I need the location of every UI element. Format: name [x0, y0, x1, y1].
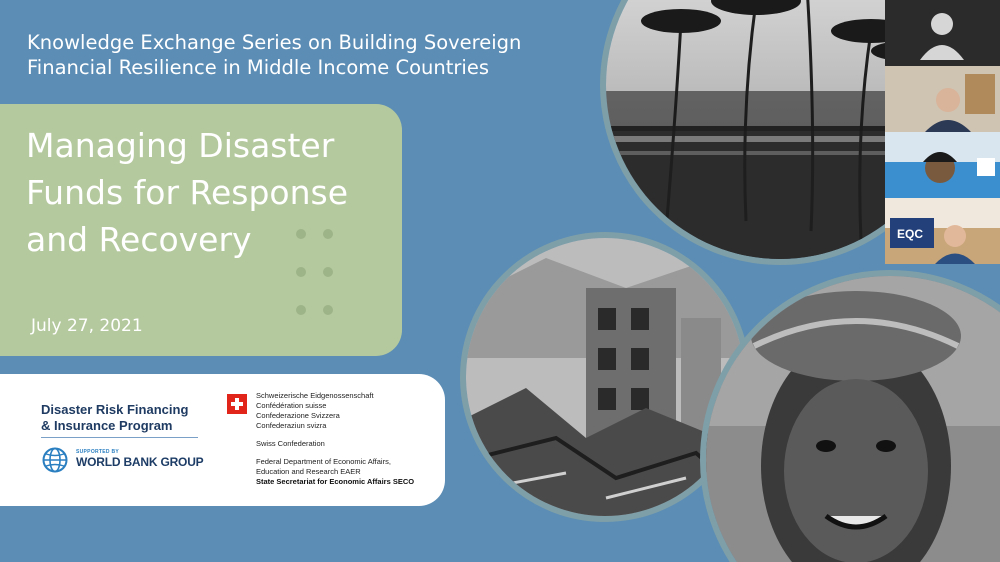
participant-video-tile-3[interactable] — [885, 198, 1000, 264]
person-video-icon — [885, 66, 1000, 132]
swiss-line-1: Schweizerische Eidgenossenschaft — [256, 391, 374, 400]
person-video-icon — [885, 132, 1000, 198]
seco-label: State Secretariat for Economic Affairs SECO — [256, 477, 415, 486]
world-bank-globe-icon — [42, 447, 68, 473]
participant-video-tile-4 — [885, 264, 1000, 270]
swiss-names — [256, 391, 374, 431]
wb-name-label: WORLD BANK GROUP — [76, 455, 204, 469]
decor-dot — [323, 305, 333, 315]
smiling-child-photo — [700, 270, 1000, 562]
series-title — [27, 30, 521, 80]
swiss-line-3: Confederazione Svizzera — [256, 411, 340, 420]
decor-dot — [323, 229, 333, 239]
series-title-line-2: Financial Resilience in Middle Income Countries — [27, 56, 489, 79]
decor-dot — [296, 267, 306, 277]
main-title-line-3: and Recovery — [26, 220, 252, 259]
slide-date: July 27, 2021 — [31, 316, 143, 336]
main-title — [26, 122, 386, 263]
main-title-line-1: Managing Disaster — [26, 126, 335, 165]
wb-supported-label: SUPPORTED BY — [76, 449, 120, 455]
eqc-logo: EQC — [897, 227, 924, 241]
participant-avatar-tile[interactable] — [885, 0, 1000, 66]
participant-video-tile-2[interactable] — [885, 132, 1000, 198]
swiss-line-2: Confédération suisse — [256, 401, 327, 410]
decor-dot — [323, 267, 333, 277]
drf-line-1: Disaster Risk Financing — [41, 402, 189, 417]
logo-divider — [41, 437, 198, 438]
participant-video-strip — [885, 0, 1000, 270]
swiss-shield-icon — [227, 394, 247, 414]
user-avatar-icon — [885, 0, 1000, 66]
participant-video-tile-1[interactable] — [885, 66, 1000, 132]
decor-dot — [296, 305, 306, 315]
person-video-icon — [885, 198, 1000, 264]
dept-line-2: Education and Research EAER — [256, 467, 361, 476]
sponsor-logo-box — [0, 374, 445, 506]
series-title-line-1: Knowledge Exchange Series on Building Sovereign — [27, 31, 522, 54]
swiss-confederation-label: Swiss Confederation — [256, 439, 325, 448]
decor-dot — [296, 229, 306, 239]
eaer-label — [256, 457, 391, 477]
swiss-line-4: Confederaziun svizra — [256, 421, 327, 430]
dept-line-1: Federal Department of Economic Affairs, — [256, 457, 391, 466]
drf-program-logo — [41, 402, 188, 434]
drf-line-2: & Insurance Program — [41, 418, 173, 433]
main-title-line-2: Funds for Response — [26, 173, 348, 212]
